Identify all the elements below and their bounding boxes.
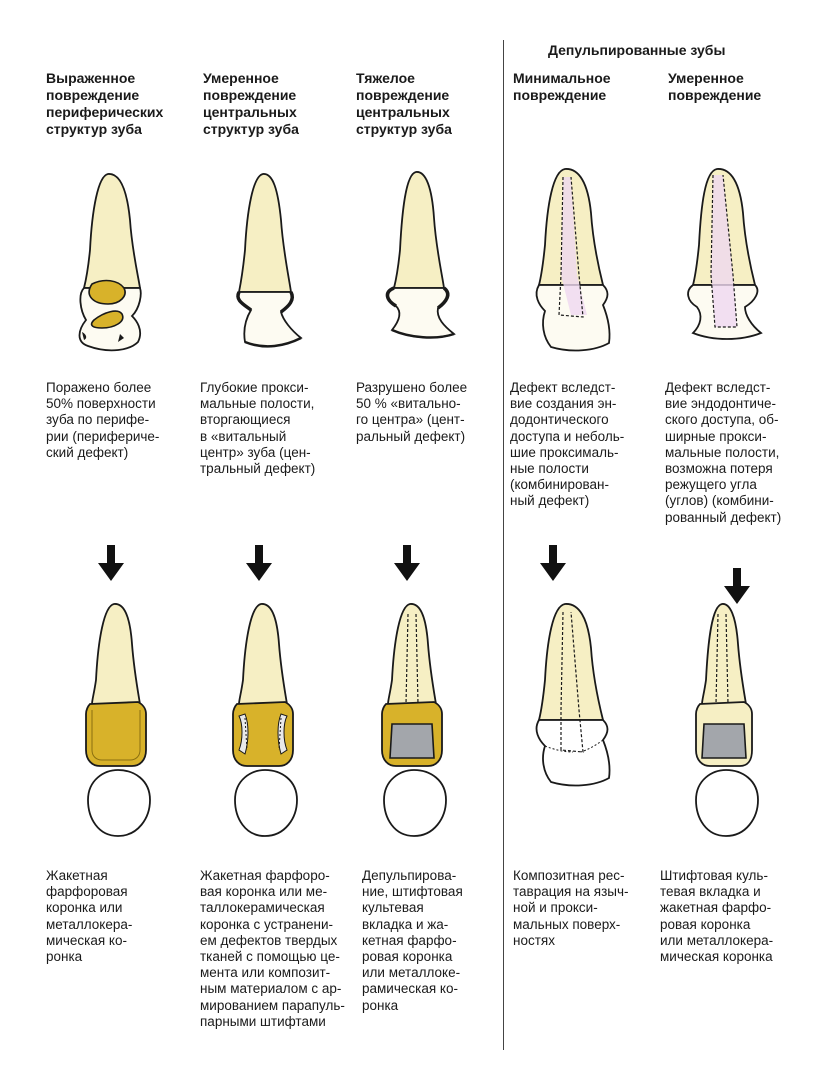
col3-restored-tooth — [372, 600, 462, 850]
col1-damaged-tooth — [70, 170, 160, 360]
col2-restored-tooth — [225, 600, 315, 850]
depulped-group-title: Депульпированные зубы — [548, 42, 726, 58]
col4-down-arrow-icon — [540, 545, 566, 581]
col5-damaged-tooth — [675, 165, 775, 360]
col3-damaged-tooth — [370, 170, 470, 360]
col5-restored-tooth — [690, 600, 780, 850]
col4-damaged-tooth — [525, 165, 625, 360]
col3-header: Тяжелое повреждение центральных структур зуба — [356, 70, 452, 137]
col2-header: Умеренное повреждение центральных структур зуба — [203, 70, 299, 137]
col4-header: Минимальное повреждение — [513, 70, 611, 103]
col3-description: Разрушено более 50 % «витально- го центра» (цент- ральный дефект) — [356, 380, 468, 444]
col5-treatment: Штифтовая куль- тевая вкладка и жакетная фарфо- ровая коронка или металлокера- мическая коронка — [660, 868, 774, 965]
col3-treatment: Депульпирова- ние, штифтовая культевая вкладка и жа- кетная фарфо- ровая коронка или металлоке- рамическая ко- ронка — [362, 868, 463, 1013]
col1-description: Поражено более 50% поверхности зуба по перифе- рии (перифериче- ский дефект) — [46, 380, 160, 460]
col2-down-arrow-icon — [246, 545, 272, 581]
col4-description: Дефект вследст- вие создания эн- додонтического доступа и неболь- шие проксималь- ные полости (комбинирован- ный дефект) — [510, 380, 625, 509]
col2-damaged-tooth — [215, 170, 315, 360]
col1-treatment: Жакетная фарфоровая коронка или металлокера- мическая ко- ронка — [46, 868, 133, 965]
col4-treatment: Композитная рес- таврация на языч- ной и прокси- мальных поверх- ностях — [513, 868, 629, 948]
col1-header: Выраженное повреждение периферических структур зуба — [46, 70, 164, 137]
col3-down-arrow-icon — [394, 545, 420, 581]
col4-restored-tooth — [525, 600, 625, 795]
col5-header: Умеренное повреждение — [668, 70, 762, 103]
depulped-divider-line — [503, 40, 504, 1050]
col1-down-arrow-icon — [98, 545, 124, 581]
col2-description: Глубокие прокси- мальные полости, вторгающиеся в «витальный центр» зуба (цен- тральный дефект) — [200, 380, 316, 477]
col1-restored-tooth — [78, 600, 168, 850]
col5-description: Дефект вследст- вие эндодонтиче- ского доступа, об- ширные прокси- мальные полости, возможна потеря режущего угла (углов) (комбини- рованный дефект) — [665, 380, 782, 525]
col5-down-arrow-icon — [724, 568, 750, 604]
col2-treatment: Жакетная фарфоро- вая коронка или ме- таллокерамическая коронка с устранени- ем дефектов твердых тканей с помощью це- мента или композит- ным материалом с ар- мированием парапуль- парными штифтами — [200, 868, 345, 1029]
